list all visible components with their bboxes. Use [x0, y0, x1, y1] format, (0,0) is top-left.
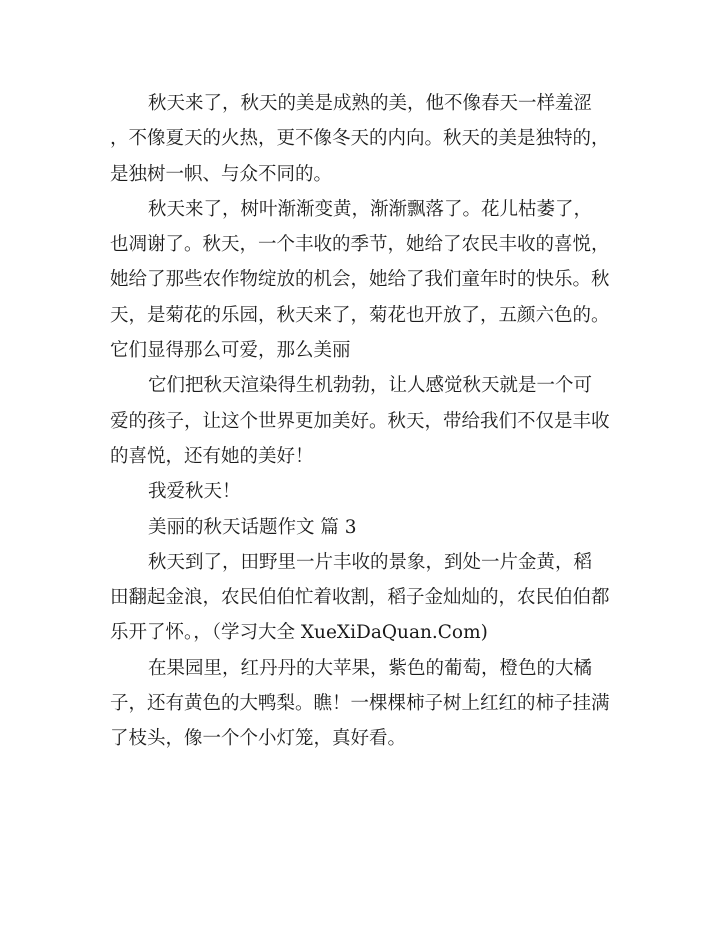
text-line: 秋天到了，田野里一片丰收的景象，到处一片金黄，稻: [148, 551, 593, 573]
text-line: 爱的孩子，让这个世界更加美好。秋天，带给我们不仅是丰收: [110, 410, 610, 432]
text-line: 它们显得那么可爱，那么美丽: [110, 340, 351, 362]
text-line: 子，还有黄色的大鸭梨。瞧！一棵棵柿子树上红红的柿子挂满: [110, 693, 610, 715]
text-line: 也凋谢了。秋天，一个丰收的季节，她给了农民丰收的喜悦，: [110, 234, 610, 256]
text-line: 田翻起金浪，农民伯伯忙着收割，稻子金灿灿的，农民伯伯都: [110, 587, 610, 609]
text-line: 我爱秋天！: [148, 481, 241, 503]
text-line: 秋天来了，树叶渐渐变黄，渐渐飘落了。花儿枯萎了，: [148, 198, 593, 220]
essay-text: [110, 86, 610, 757]
text-line: 了枝头，像一个个小灯笼，真好看。: [110, 728, 407, 750]
text-line: 天，是菊花的乐园，秋天来了，菊花也开放了，五颜六色的。: [110, 304, 610, 326]
text-line: 它们把秋天渲染得生机勃勃，让人感觉秋天就是一个可: [148, 375, 593, 397]
text-line: 美丽的秋天话题作文 篇 3: [148, 516, 357, 538]
text-line: 秋天来了，秋天的美是成熟的美，他不像春天一样羞涩: [148, 93, 593, 114]
text-line: ，不像夏天的火热，更不像冬天的内向。秋天的美是独特的，: [110, 128, 610, 150]
text-line: 乐开了怀。，（学习大全 XueXiDaQuan.Com): [110, 622, 488, 644]
text-line: 在果园里，红丹丹的大苹果，紫色的葡萄，橙色的大橘: [148, 657, 593, 679]
text-line: 她给了那些农作物绽放的机会，她给了我们童年时的快乐。秋: [110, 269, 610, 291]
text-line: 的喜悦，还有她的美好！: [110, 445, 314, 467]
text-line: 是独树一帜、与众不同的。: [110, 163, 333, 185]
